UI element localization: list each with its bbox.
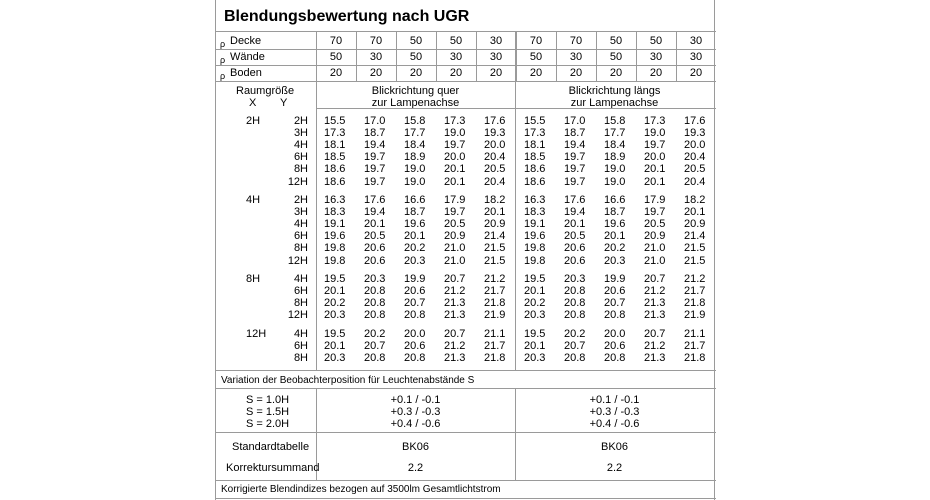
spacing-label: S = 2.0H	[246, 418, 290, 430]
view-direction-longitudinal-label: Blickrichtung längs zur Lampenachse	[568, 85, 661, 109]
ugr-value-longitudinal: 19.7	[644, 206, 666, 219]
y-label: Y	[280, 97, 288, 109]
ugr-value-longitudinal: 18.2	[684, 194, 706, 206]
ugr-value-longitudinal: 20.4	[684, 151, 706, 164]
reflectance-value: 70	[329, 35, 343, 47]
ugr-value-longitudinal: 21.2	[684, 273, 706, 285]
ugr-value-longitudinal: 19.9	[604, 273, 626, 285]
ugr-value-transverse: 18.5	[324, 151, 346, 164]
room-y-value: 12H	[287, 309, 308, 322]
reflectance-value: 20	[329, 67, 343, 79]
variation-longitudinal: +0.3 / -0.3	[589, 406, 640, 418]
reflectance-value: 30	[649, 51, 663, 63]
ugr-value-longitudinal: 20.2	[564, 328, 586, 340]
variation-longitudinal: +0.4 / -0.6	[589, 418, 640, 430]
ugr-value-longitudinal: 17.6	[564, 194, 586, 206]
reflectance-value: 20	[529, 67, 543, 79]
ugr-value-longitudinal: 21.9	[684, 309, 706, 322]
ugr-value-longitudinal: 18.3	[524, 206, 546, 219]
ugr-value-transverse: 19.4	[364, 206, 386, 219]
ugr-value-transverse: 21.5	[484, 254, 506, 267]
reflectance-label-boden: Boden	[230, 67, 262, 79]
ugr-value-transverse: 20.8	[404, 352, 426, 365]
ugr-value-longitudinal: 20.0	[644, 151, 666, 164]
ugr-value-transverse: 19.0	[404, 175, 426, 188]
ugr-value-transverse: 19.9	[404, 273, 426, 285]
ugr-value-transverse: 20.4	[484, 175, 506, 188]
ugr-value-longitudinal: 20.8	[564, 285, 586, 298]
ugr-value-longitudinal: 21.5	[684, 242, 706, 255]
ugr-value-transverse: 21.4	[484, 230, 506, 243]
reflectance-value: 50	[329, 51, 343, 63]
ugr-value-transverse: 20.3	[404, 254, 426, 267]
ugr-value-longitudinal: 20.7	[604, 297, 626, 310]
reflectance-value: 70	[569, 35, 583, 47]
ugr-value-longitudinal: 20.7	[564, 340, 586, 353]
ugr-value-longitudinal: 18.6	[524, 163, 546, 176]
reflectance-value: 20	[609, 67, 623, 79]
ugr-value-transverse: 19.7	[364, 151, 386, 164]
ugr-value-transverse: 20.3	[364, 273, 386, 285]
ugr-value-longitudinal: 20.9	[644, 230, 666, 243]
variation-longitudinal: +0.1 / -0.1	[589, 394, 640, 406]
ugr-value-transverse: 20.5	[484, 163, 506, 176]
ugr-value-transverse: 20.3	[324, 352, 346, 365]
room-y-value: 4H	[293, 218, 308, 231]
ugr-value-longitudinal: 19.1	[524, 218, 546, 231]
ugr-value-longitudinal: 17.6	[684, 115, 706, 127]
reflectance-value: 20	[689, 67, 703, 79]
ugr-value-transverse: 20.3	[324, 309, 346, 322]
ugr-value-longitudinal: 19.6	[524, 230, 546, 243]
footer-note: Korrigierte Blendindizes bezogen auf 3500lm Gesamtlichtstrom	[221, 484, 501, 495]
ugr-value-transverse: 20.2	[364, 328, 386, 340]
ugr-value-transverse: 21.8	[484, 297, 506, 310]
ugr-value-longitudinal: 16.3	[524, 194, 546, 206]
rho-symbol: ρ	[220, 71, 226, 81]
reflectance-divider	[216, 49, 716, 50]
ugr-value-transverse: 19.7	[444, 206, 466, 219]
ugr-value-longitudinal: 21.4	[684, 230, 706, 243]
main-split-divider	[515, 31, 516, 370]
ugr-value-transverse: 20.5	[364, 230, 386, 243]
ugr-value-longitudinal: 19.7	[564, 151, 586, 164]
ugr-value-longitudinal: 19.6	[604, 218, 626, 231]
label-column-divider	[316, 81, 317, 370]
room-y-value: 4H	[293, 328, 308, 340]
reflectance-value: 50	[609, 51, 623, 63]
title-divider	[216, 31, 716, 32]
ugr-value-transverse: 17.7	[404, 127, 426, 140]
ugr-value-longitudinal: 21.1	[684, 328, 706, 340]
ugr-value-longitudinal: 20.1	[644, 163, 666, 176]
ugr-value-longitudinal: 21.8	[684, 297, 706, 310]
ugr-value-transverse: 18.3	[324, 206, 346, 219]
ugr-value-longitudinal: 19.0	[604, 163, 626, 176]
ugr-value-longitudinal: 19.4	[564, 206, 586, 219]
reflectance-value: 50	[449, 35, 463, 47]
ugr-value-longitudinal: 21.3	[644, 352, 666, 365]
reflectance-value: 50	[529, 51, 543, 63]
reflectance-value: 50	[409, 51, 423, 63]
ugr-value-longitudinal: 20.1	[524, 285, 546, 298]
table-bottom-divider	[216, 370, 716, 371]
rho-symbol: ρ	[220, 55, 226, 65]
room-y-value: 4H	[293, 139, 308, 152]
ugr-value-longitudinal: 21.7	[684, 285, 706, 298]
correction-label: Korrektursummand	[226, 462, 320, 474]
reflectance-divider	[216, 65, 716, 66]
standard-table-longitudinal: BK06	[601, 441, 628, 453]
page-title: Blendungsbewertung nach UGR	[224, 8, 470, 25]
room-y-value: 12H	[287, 254, 308, 267]
ugr-value-longitudinal: 21.0	[644, 254, 666, 267]
ugr-value-transverse: 16.6	[404, 194, 426, 206]
reflectance-value: 30	[689, 35, 703, 47]
ugr-value-transverse: 21.8	[484, 352, 506, 365]
ugr-value-longitudinal: 20.3	[524, 309, 546, 322]
ugr-value-transverse: 21.7	[484, 340, 506, 353]
ugr-value-transverse: 20.5	[444, 218, 466, 231]
x-label: X	[249, 97, 257, 109]
ugr-value-longitudinal: 20.4	[684, 175, 706, 188]
ugr-value-longitudinal: 19.8	[524, 254, 546, 267]
reflectance-value: 20	[409, 67, 423, 79]
variation-title: Variation der Beobachterposition für Leuchtenabstände S	[221, 375, 475, 386]
room-x-12H: 12H	[246, 328, 267, 340]
standard-table-label: Standardtabelle	[232, 441, 310, 453]
ugr-value-transverse: 20.1	[364, 218, 386, 231]
ugr-value-transverse: 21.5	[484, 242, 506, 255]
ugr-value-transverse: 17.3	[444, 115, 466, 127]
ugr-value-transverse: 21.3	[444, 309, 466, 322]
ugr-value-transverse: 20.0	[484, 139, 506, 152]
ugr-value-transverse: 20.6	[404, 285, 426, 298]
ugr-value-transverse: 20.4	[484, 151, 506, 164]
reflectance-value: 30	[369, 51, 383, 63]
ugr-value-transverse: 21.2	[444, 340, 466, 353]
ugr-value-transverse: 21.3	[444, 297, 466, 310]
ugr-value-longitudinal: 17.0	[564, 115, 586, 127]
room-y-value: 12H	[287, 175, 308, 188]
ugr-value-transverse: 19.3	[484, 127, 506, 140]
ugr-value-longitudinal: 17.7	[604, 127, 626, 140]
ugr-value-longitudinal: 20.6	[604, 285, 626, 298]
variation-transverse: +0.1 / -0.1	[390, 394, 441, 406]
reflectance-label-wände: Wände	[230, 51, 265, 63]
ugr-value-longitudinal: 18.5	[524, 151, 546, 164]
room-y-value: 6H	[293, 230, 308, 243]
variation-bottom-divider	[216, 432, 716, 433]
ugr-value-longitudinal: 18.4	[604, 139, 626, 152]
ugr-value-transverse: 19.8	[324, 254, 346, 267]
ugr-value-transverse: 20.9	[444, 230, 466, 243]
ugr-value-transverse: 21.7	[484, 285, 506, 298]
ugr-value-longitudinal: 20.8	[604, 309, 626, 322]
ugr-value-longitudinal: 19.7	[644, 139, 666, 152]
reflectance-value: 30	[489, 35, 503, 47]
reflectance-value: 20	[649, 67, 663, 79]
reflectance-value: 50	[649, 35, 663, 47]
ugr-value-longitudinal: 21.2	[644, 285, 666, 298]
ugr-value-transverse: 20.9	[484, 218, 506, 231]
ugr-value-longitudinal: 18.7	[604, 206, 626, 219]
ugr-value-transverse: 20.8	[364, 352, 386, 365]
room-x-2H: 2H	[246, 115, 261, 127]
ugr-value-longitudinal: 18.7	[564, 127, 586, 140]
ugr-value-transverse: 18.4	[404, 139, 426, 152]
ugr-value-transverse: 20.8	[364, 297, 386, 310]
ugr-value-longitudinal: 21.8	[684, 352, 706, 365]
room-y-value: 8H	[293, 242, 308, 255]
ugr-value-transverse: 18.6	[324, 163, 346, 176]
ugr-value-longitudinal: 20.8	[604, 352, 626, 365]
reflectance-value: 50	[609, 35, 623, 47]
ugr-value-longitudinal: 19.4	[564, 139, 586, 152]
ugr-value-longitudinal: 19.7	[564, 163, 586, 176]
ugr-value-longitudinal: 19.8	[524, 242, 546, 255]
ugr-value-transverse: 21.3	[444, 352, 466, 365]
ugr-value-longitudinal: 21.7	[684, 340, 706, 353]
reflectance-value: 30	[689, 51, 703, 63]
ugr-value-longitudinal: 19.5	[524, 273, 546, 285]
ugr-value-transverse: 20.7	[364, 340, 386, 353]
room-y-value: 4H	[293, 273, 308, 285]
ugr-value-longitudinal: 18.1	[524, 139, 546, 152]
reflectance-value: 30	[489, 51, 503, 63]
ugr-value-longitudinal: 19.7	[564, 175, 586, 188]
ugr-value-longitudinal: 20.5	[684, 163, 706, 176]
ugr-value-transverse: 15.5	[324, 115, 346, 127]
ugr-value-transverse: 19.6	[404, 218, 426, 231]
ugr-value-longitudinal: 21.0	[644, 242, 666, 255]
footer-divider	[216, 480, 716, 481]
ugr-value-longitudinal: 20.2	[604, 242, 626, 255]
ugr-value-longitudinal: 17.3	[524, 127, 546, 140]
ugr-value-transverse: 19.8	[324, 242, 346, 255]
correction-longitudinal: 2.2	[606, 462, 623, 474]
spacing-label: S = 1.0H	[246, 394, 290, 406]
ugr-value-longitudinal: 21.3	[644, 309, 666, 322]
ugr-value-longitudinal: 20.2	[524, 297, 546, 310]
room-y-value: 3H	[293, 127, 308, 140]
ugr-value-longitudinal: 20.3	[524, 352, 546, 365]
ugr-value-transverse: 21.0	[444, 254, 466, 267]
ugr-value-transverse: 20.7	[444, 328, 466, 340]
ugr-value-transverse: 20.0	[444, 151, 466, 164]
ugr-value-longitudinal: 20.0	[684, 139, 706, 152]
ugr-value-longitudinal: 20.6	[604, 340, 626, 353]
ugr-value-transverse: 20.7	[444, 273, 466, 285]
reflectance-label-decke: Decke	[230, 35, 262, 47]
room-y-value: 8H	[293, 352, 308, 365]
variation-transverse: +0.4 / -0.6	[390, 418, 441, 430]
reflectance-value: 70	[529, 35, 543, 47]
ugr-value-longitudinal: 20.3	[564, 273, 586, 285]
ugr-value-transverse: 17.3	[324, 127, 346, 140]
ugr-value-longitudinal: 18.6	[524, 175, 546, 188]
ugr-value-transverse: 17.6	[484, 115, 506, 127]
reflectance-value: 50	[409, 35, 423, 47]
standard-table-transverse: BK06	[402, 441, 429, 453]
ugr-value-longitudinal: 20.7	[644, 273, 666, 285]
ugr-value-longitudinal: 20.1	[524, 340, 546, 353]
ugr-value-transverse: 18.6	[324, 175, 346, 188]
ugr-value-longitudinal: 16.6	[604, 194, 626, 206]
ugr-value-transverse: 19.1	[324, 218, 346, 231]
ugr-value-transverse: 20.1	[324, 340, 346, 353]
ugr-value-transverse: 19.5	[324, 328, 346, 340]
ugr-value-longitudinal: 20.8	[564, 309, 586, 322]
ugr-value-longitudinal: 20.8	[564, 352, 586, 365]
ugr-value-longitudinal: 21.2	[644, 340, 666, 353]
reflectance-divider	[216, 81, 716, 82]
ugr-value-transverse: 15.8	[404, 115, 426, 127]
ugr-value-transverse: 20.6	[364, 242, 386, 255]
ugr-value-longitudinal: 20.5	[644, 218, 666, 231]
header-divider	[316, 108, 716, 109]
ugr-value-transverse: 19.4	[364, 139, 386, 152]
ugr-value-transverse: 21.2	[484, 273, 506, 285]
ugr-value-longitudinal: 21.5	[684, 254, 706, 267]
ugr-value-longitudinal: 20.7	[644, 328, 666, 340]
ugr-value-transverse: 19.5	[324, 273, 346, 285]
ugr-value-longitudinal: 20.1	[684, 206, 706, 219]
ugr-value-longitudinal: 20.6	[564, 242, 586, 255]
ugr-value-longitudinal: 20.8	[564, 297, 586, 310]
ugr-value-transverse: 19.0	[444, 127, 466, 140]
ugr-value-transverse: 17.9	[444, 194, 466, 206]
ugr-value-transverse: 21.0	[444, 242, 466, 255]
ugr-value-longitudinal: 20.3	[604, 254, 626, 267]
ugr-glare-rating-sheet	[215, 0, 715, 500]
ugr-value-longitudinal: 19.3	[684, 127, 706, 140]
spacing-label: S = 1.5H	[246, 406, 290, 418]
ugr-value-transverse: 17.0	[364, 115, 386, 127]
ugr-value-transverse: 19.6	[324, 230, 346, 243]
ugr-value-longitudinal: 17.3	[644, 115, 666, 127]
ugr-value-transverse: 18.7	[364, 127, 386, 140]
ugr-value-longitudinal: 20.6	[564, 254, 586, 267]
ugr-value-longitudinal: 20.1	[604, 230, 626, 243]
ugr-value-transverse: 20.7	[404, 297, 426, 310]
ugr-value-transverse: 19.7	[364, 163, 386, 176]
ugr-value-transverse: 20.6	[364, 254, 386, 267]
view-direction-transverse-label: Blickrichtung quer zur Lampenachse	[371, 85, 460, 109]
ugr-value-transverse: 20.1	[404, 230, 426, 243]
ugr-value-transverse: 20.2	[324, 297, 346, 310]
reflectance-value: 30	[569, 51, 583, 63]
ugr-value-longitudinal: 20.0	[604, 328, 626, 340]
ugr-value-transverse: 19.7	[444, 139, 466, 152]
ugr-value-transverse: 20.8	[364, 285, 386, 298]
ugr-value-transverse: 18.9	[404, 151, 426, 164]
ugr-value-longitudinal: 19.0	[604, 175, 626, 188]
ugr-value-transverse: 18.7	[404, 206, 426, 219]
ugr-value-transverse: 20.8	[404, 309, 426, 322]
ugr-value-longitudinal: 21.3	[644, 297, 666, 310]
ugr-value-transverse: 21.2	[444, 285, 466, 298]
ugr-value-transverse: 20.0	[404, 328, 426, 340]
ugr-value-transverse: 18.2	[484, 194, 506, 206]
ugr-value-longitudinal: 19.0	[644, 127, 666, 140]
reflectance-value: 20	[569, 67, 583, 79]
room-x-8H: 8H	[246, 273, 261, 285]
ugr-value-longitudinal: 18.9	[604, 151, 626, 164]
room-y-value: 6H	[293, 151, 308, 164]
room-x-4H: 4H	[246, 194, 261, 206]
ugr-value-transverse: 19.7	[364, 175, 386, 188]
ugr-value-transverse: 20.2	[404, 242, 426, 255]
ugr-value-transverse: 20.6	[404, 340, 426, 353]
ugr-value-transverse: 21.9	[484, 309, 506, 322]
reflectance-value: 20	[449, 67, 463, 79]
ugr-value-longitudinal: 20.1	[644, 175, 666, 188]
correction-transverse: 2.2	[407, 462, 424, 474]
ugr-value-transverse: 19.0	[404, 163, 426, 176]
room-y-value: 3H	[293, 206, 308, 219]
ugr-value-longitudinal: 20.1	[564, 218, 586, 231]
ugr-value-longitudinal: 17.9	[644, 194, 666, 206]
ugr-value-longitudinal: 15.8	[604, 115, 626, 127]
room-y-value: 8H	[293, 163, 308, 176]
ugr-value-transverse: 20.1	[444, 163, 466, 176]
ugr-value-longitudinal: 20.9	[684, 218, 706, 231]
ugr-value-transverse: 17.6	[364, 194, 386, 206]
reflectance-value: 30	[449, 51, 463, 63]
ugr-value-transverse: 21.1	[484, 328, 506, 340]
reflectance-value: 20	[369, 67, 383, 79]
ugr-value-transverse: 20.8	[364, 309, 386, 322]
reflectance-value: 70	[369, 35, 383, 47]
ugr-value-transverse: 16.3	[324, 194, 346, 206]
room-y-value: 8H	[293, 297, 308, 310]
room-y-value: 6H	[293, 285, 308, 298]
ugr-value-transverse: 18.1	[324, 139, 346, 152]
room-y-value: 2H	[293, 194, 308, 206]
ugr-value-transverse: 20.1	[324, 285, 346, 298]
ugr-value-longitudinal: 19.5	[524, 328, 546, 340]
reflectance-value: 20	[489, 67, 503, 79]
ugr-value-transverse: 20.1	[484, 206, 506, 219]
room-size-label: Raumgröße	[236, 85, 295, 97]
bottom-border	[216, 498, 716, 499]
ugr-value-transverse: 20.1	[444, 175, 466, 188]
room-y-value: 2H	[293, 115, 308, 127]
rho-symbol: ρ	[220, 39, 226, 49]
variation-divider	[216, 388, 716, 389]
ugr-value-longitudinal: 20.5	[564, 230, 586, 243]
variation-transverse: +0.3 / -0.3	[390, 406, 441, 418]
room-y-value: 6H	[293, 340, 308, 353]
ugr-value-longitudinal: 15.5	[524, 115, 546, 127]
